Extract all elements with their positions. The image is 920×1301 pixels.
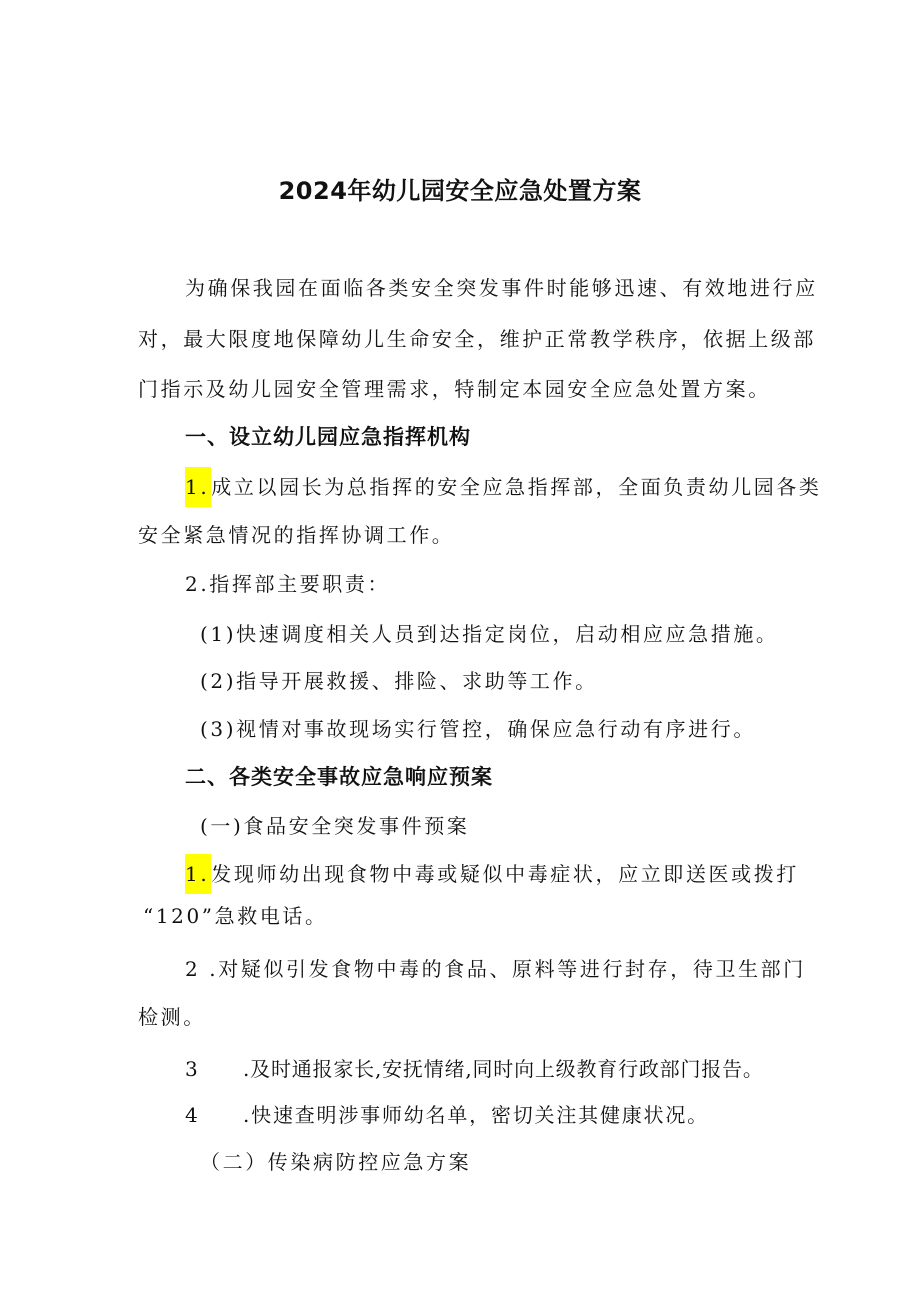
section-1-item-1 — [185, 473, 822, 507]
highlighted-number: 1. — [185, 467, 211, 507]
duty-2: (2)指导开展救援、排险、求助等工作。 — [200, 669, 598, 693]
subsection-1-title: (一)食品安全突发事件预案 — [200, 814, 470, 838]
section-1-item-1-cont: 安全紧急情况的指挥协调工作。 — [138, 523, 455, 547]
intro-line-2: 对，最大限度地保障幼儿生命安全，维护正常教学秩序，依据上级部 — [138, 327, 816, 351]
food-item-3 — [185, 1055, 764, 1083]
section-1-heading: 一、设立幼儿园应急指挥机构 — [185, 425, 471, 449]
food-item-1 — [185, 860, 799, 894]
document-title: 2024年幼儿园安全应急处置方案 — [278, 177, 642, 205]
section-1-item-2: 2.指挥部主要职责： — [185, 572, 391, 596]
food-item-1-cont: “120”急救电话。 — [143, 904, 328, 928]
item-text: .快速查明涉事师幼名单，密切关注其健康状况。 — [243, 1103, 709, 1127]
food-item-2: 2 .对疑似引发食物中毒的食品、原料等进行封存，待卫生部门 — [185, 957, 806, 981]
food-item-4 — [185, 1101, 709, 1129]
intro-line-1: 为确保我园在面临各类安全突发事件时能够迅速、有效地进行应 — [185, 276, 818, 300]
food-item-2-cont: 检测。 — [138, 1005, 206, 1029]
item-number: 4 — [185, 1103, 200, 1127]
item-text: .及时通报家长,安抚情绪,同时向上级教育行政部门报告。 — [243, 1057, 764, 1081]
intro-line-3: 门指示及幼儿园安全管理需求，特制定本园安全应急处置方案。 — [138, 377, 771, 401]
item-text: 发现师幼出现食物中毒或疑似中毒症状，应立即送医或拨打 — [211, 862, 799, 886]
highlighted-number: 1. — [185, 854, 211, 894]
duty-3: (3)视情对事故现场实行管控，确保应急行动有序进行。 — [200, 717, 756, 741]
subsection-2-title: （二）传染病防控应急方案 — [200, 1150, 472, 1174]
duty-1: (1)快速调度相关人员到达指定岗位，启动相应应急措施。 — [200, 622, 779, 646]
item-text: 成立以园长为总指挥的安全应急指挥部，全面负责幼儿园各类 — [211, 475, 822, 499]
item-number: 3 — [185, 1057, 199, 1081]
section-2-heading: 二、各类安全事故应急响应预案 — [185, 765, 493, 789]
